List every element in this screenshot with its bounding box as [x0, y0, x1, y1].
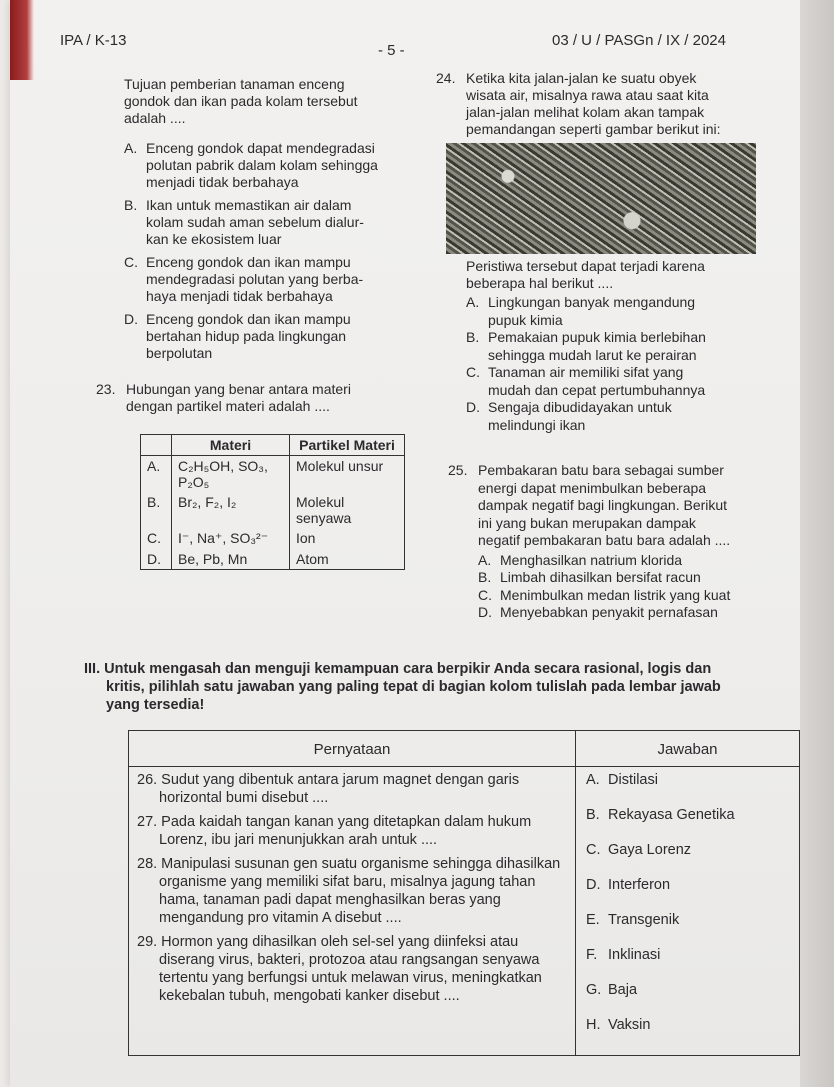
option-text: Menimbulkan medan listrik yang kuat — [500, 586, 731, 603]
answer-letter: C. — [586, 842, 601, 858]
q23-header-partikel: Partikel Materi — [290, 435, 405, 456]
answer-letter: G. — [586, 982, 602, 998]
option-line: mudah dan cepat pertumbuhannya — [488, 381, 706, 398]
q22-option-b — [124, 197, 416, 248]
answer-letter: E. — [586, 912, 600, 928]
option-text: Menghasilkan natrium klorida — [500, 551, 683, 568]
answer-text: Vaksin — [608, 1017, 651, 1033]
statement-28: 28. Manipulasi susunan gen suatu organisme sehingga dihasilkan organisme yang memiliki sifat baru, misalnya jagung tahan hama, tanaman padi dapat menghasilkan beras yang mengandung pro vitamin A disebut .... — [137, 856, 561, 926]
option-line: Lingkungan banyak mengandung — [488, 294, 696, 310]
question-number: 23. — [96, 381, 116, 397]
answer-f — [586, 946, 789, 964]
answer-c — [586, 841, 789, 859]
q22-stem-line: gondok dan ikan pada kolam tersebut — [124, 93, 358, 109]
q25-stem-line: negatif pembakaran batu bara adalah .... — [478, 532, 731, 548]
option-letter: C. — [478, 586, 492, 603]
q25-option-c — [478, 587, 770, 605]
q24-option-c — [466, 364, 766, 399]
table-row — [141, 492, 405, 528]
q22-options — [124, 140, 416, 362]
option-line: pupuk kimia — [488, 311, 563, 328]
option-line: sehingga mudah larut ke perairan — [488, 346, 697, 363]
answer-text: Inklinasi — [608, 947, 661, 963]
answer-text: Transgenik — [608, 912, 680, 928]
q22-option-a — [124, 140, 416, 191]
q23-header-materi: Materi — [172, 435, 290, 456]
row-partikel: Molekul senyawa — [290, 492, 405, 528]
q24-continuation — [466, 258, 766, 292]
q25-stem-line: Pembakaran batu bara sebagai sumber — [478, 462, 724, 478]
q25-option-d — [478, 604, 770, 622]
row-letter: A. — [141, 456, 172, 493]
q22-option-d — [124, 311, 416, 362]
q24-after-line: Peristiwa tersebut dapat terjadi karena — [466, 258, 705, 274]
answer-letter: D. — [586, 877, 601, 893]
pond-photo — [446, 143, 756, 254]
option-line: kan ke ekosistem luar — [146, 231, 282, 247]
option-line: Enceng gondok dan ikan mampu — [146, 254, 351, 270]
statement-29: 29. Hormon yang dihasilkan oleh sel-sel yang diinfeksi atau diserang virus, bakteri, protozoa atau rangsangan senyawa tertentu yang berfungsi untuk melawan virus, meningkatkan kekebalan tubuh, mengobati kanker disebut .... — [137, 934, 542, 1004]
row-materi: I⁻, Na⁺, SO₃²⁻ — [172, 528, 290, 549]
q25-stem-line: dampak negatif bagi lingkungan. Berikut — [478, 497, 728, 513]
row-partikel: Ion — [290, 528, 405, 549]
q22-stem-line: adalah .... — [124, 110, 186, 126]
option-letter: D. — [478, 604, 492, 620]
question-25 — [448, 462, 770, 622]
option-line: bertahan hidup pada lingkungan — [146, 328, 347, 344]
statements-column — [129, 767, 576, 1056]
statement-26: 26. Sudut yang dibentuk antara jarum magnet dengan garis horizontal bumi disebut .... — [137, 772, 520, 806]
answers-column — [576, 767, 800, 1056]
row-letter: B. — [141, 492, 172, 528]
option-line: Sengaja dibudidayakan untuk — [488, 399, 672, 415]
answer-letter: H. — [586, 1017, 601, 1033]
desk-edge — [10, 0, 34, 80]
answer-d — [586, 876, 789, 894]
answer-text: Gaya Lorenz — [608, 842, 692, 858]
option-line: berpolutan — [146, 345, 213, 361]
option-line: kolam sudah aman sebelum dialur- — [146, 214, 364, 230]
row-partikel: Atom — [290, 549, 405, 570]
answer-b — [586, 806, 789, 824]
q23-stem-line: dengan partikel materi adalah .... — [126, 398, 330, 414]
section-3-line: kritis, pilihlah satu jawaban yang paling tepat di bagian kolom tulislah pada lembar jawab — [106, 679, 721, 695]
option-line: Pemakaian pupuk kimia berlebihan — [488, 329, 706, 345]
q23-header-blank — [141, 435, 172, 456]
header-jawaban: Jawaban — [576, 731, 800, 767]
option-letter: D. — [124, 311, 138, 327]
section-3-line: yang tersedia! — [106, 697, 205, 713]
row-materi-cont: P₂O₅ — [178, 474, 210, 490]
question-24 — [436, 70, 762, 138]
q25-option-b — [478, 569, 770, 587]
q24-stem-line: wisata air, misalnya rawa atau saat kita — [466, 87, 709, 103]
q24-stem-line: pemandangan seperti gambar berikut ini: — [466, 121, 721, 137]
row-letter: D. — [141, 549, 172, 570]
option-line: Ikan untuk memastikan air dalam — [146, 197, 352, 213]
row-materi: Be, Pb, Mn — [172, 549, 290, 570]
question-22 — [124, 76, 416, 127]
section-3-instructions — [84, 660, 784, 714]
option-letter: C. — [124, 254, 138, 270]
option-letter: A. — [124, 140, 138, 156]
answer-text: Rekayasa Genetika — [608, 807, 735, 823]
option-line: Enceng gondok dapat mendegradasi — [146, 140, 375, 156]
answer-e — [586, 911, 789, 929]
option-line: Enceng gondok dan ikan mampu — [146, 311, 351, 327]
q24-after-line: beberapa hal berikut .... — [466, 275, 614, 291]
q24-option-b — [466, 329, 766, 364]
q25-option-a — [478, 552, 770, 570]
row-materi: C₂H₅OH, SO₃, — [178, 458, 268, 474]
answer-h — [586, 1016, 789, 1034]
header-subject: IPA / K-13 — [60, 32, 127, 49]
answer-text: Interferon — [608, 877, 671, 893]
q24-option-d — [466, 399, 766, 434]
option-line: Tanaman air memiliki sifat yang — [488, 364, 684, 380]
answer-g — [586, 981, 789, 999]
table-row — [141, 528, 405, 549]
q23-table — [140, 434, 405, 570]
header-page-number: - 5 - — [378, 42, 405, 59]
option-letter: B. — [478, 569, 492, 585]
question-number: 25. — [448, 462, 468, 478]
q22-option-c — [124, 254, 416, 305]
q23-stem-line: Hubungan yang benar antara materi — [126, 381, 351, 397]
option-letter: B. — [466, 329, 480, 345]
option-letter: A. — [466, 294, 480, 310]
q22-stem-line: Tujuan pemberian tanaman enceng — [124, 76, 345, 92]
option-line: menjadi tidak berbahaya — [146, 174, 299, 190]
option-letter: B. — [124, 197, 138, 213]
option-text: Menyebabkan penyakit pernafasan — [500, 604, 718, 620]
question-23 — [96, 381, 416, 415]
matching-table — [128, 730, 800, 1056]
answer-letter: B. — [586, 807, 600, 823]
answer-a — [586, 771, 789, 789]
answer-text: Distilasi — [608, 772, 658, 788]
option-text: Limbah dihasilkan bersifat racun — [500, 569, 701, 585]
q25-stem-line: ini yang bukan merupakan dampak — [478, 514, 696, 531]
q24-stem-line: jalan-jalan melihat kolam akan tampak — [466, 104, 705, 120]
page-shadow-right — [800, 0, 834, 1087]
q25-stem-line: energi dapat menimbulkan beberapa — [478, 479, 707, 496]
q24-option-a — [466, 294, 766, 329]
answer-text: Baja — [608, 982, 638, 998]
header-code: 03 / U / PASGn / IX / 2024 — [552, 32, 726, 49]
option-line: polutan pabrik dalam kolam sehingga — [146, 157, 378, 173]
section-3-line: III. Untuk mengasah dan menguji kemampuan cara berpikir Anda secara rasional, logis dan — [84, 661, 712, 677]
row-materi: Br₂, F₂, I₂ — [172, 492, 290, 528]
q24-stem-line: Ketika kita jalan-jalan ke suatu obyek — [466, 70, 697, 86]
row-letter: C. — [141, 528, 172, 549]
statement-27: 27. Pada kaidah tangan kanan yang ditetapkan dalam hukum Lorenz, ibu jari menunjukkan arah untuk .... — [137, 814, 532, 848]
header-pernyataan: Pernyataan — [129, 731, 576, 767]
option-line: melindungi ikan — [488, 416, 586, 433]
option-line: mendegradasi polutan yang berba- — [146, 271, 364, 287]
table-row — [141, 549, 405, 570]
answer-letter: F. — [586, 947, 598, 963]
row-partikel: Molekul unsur — [290, 456, 405, 493]
table-row — [141, 456, 405, 493]
q24-options — [466, 294, 766, 434]
option-letter: C. — [466, 364, 480, 380]
option-letter: D. — [466, 399, 480, 415]
answer-letter: A. — [586, 772, 600, 788]
option-letter: A. — [478, 551, 492, 568]
question-number: 24. — [436, 70, 456, 86]
option-line: haya menjadi tidak berbahaya — [146, 288, 333, 304]
